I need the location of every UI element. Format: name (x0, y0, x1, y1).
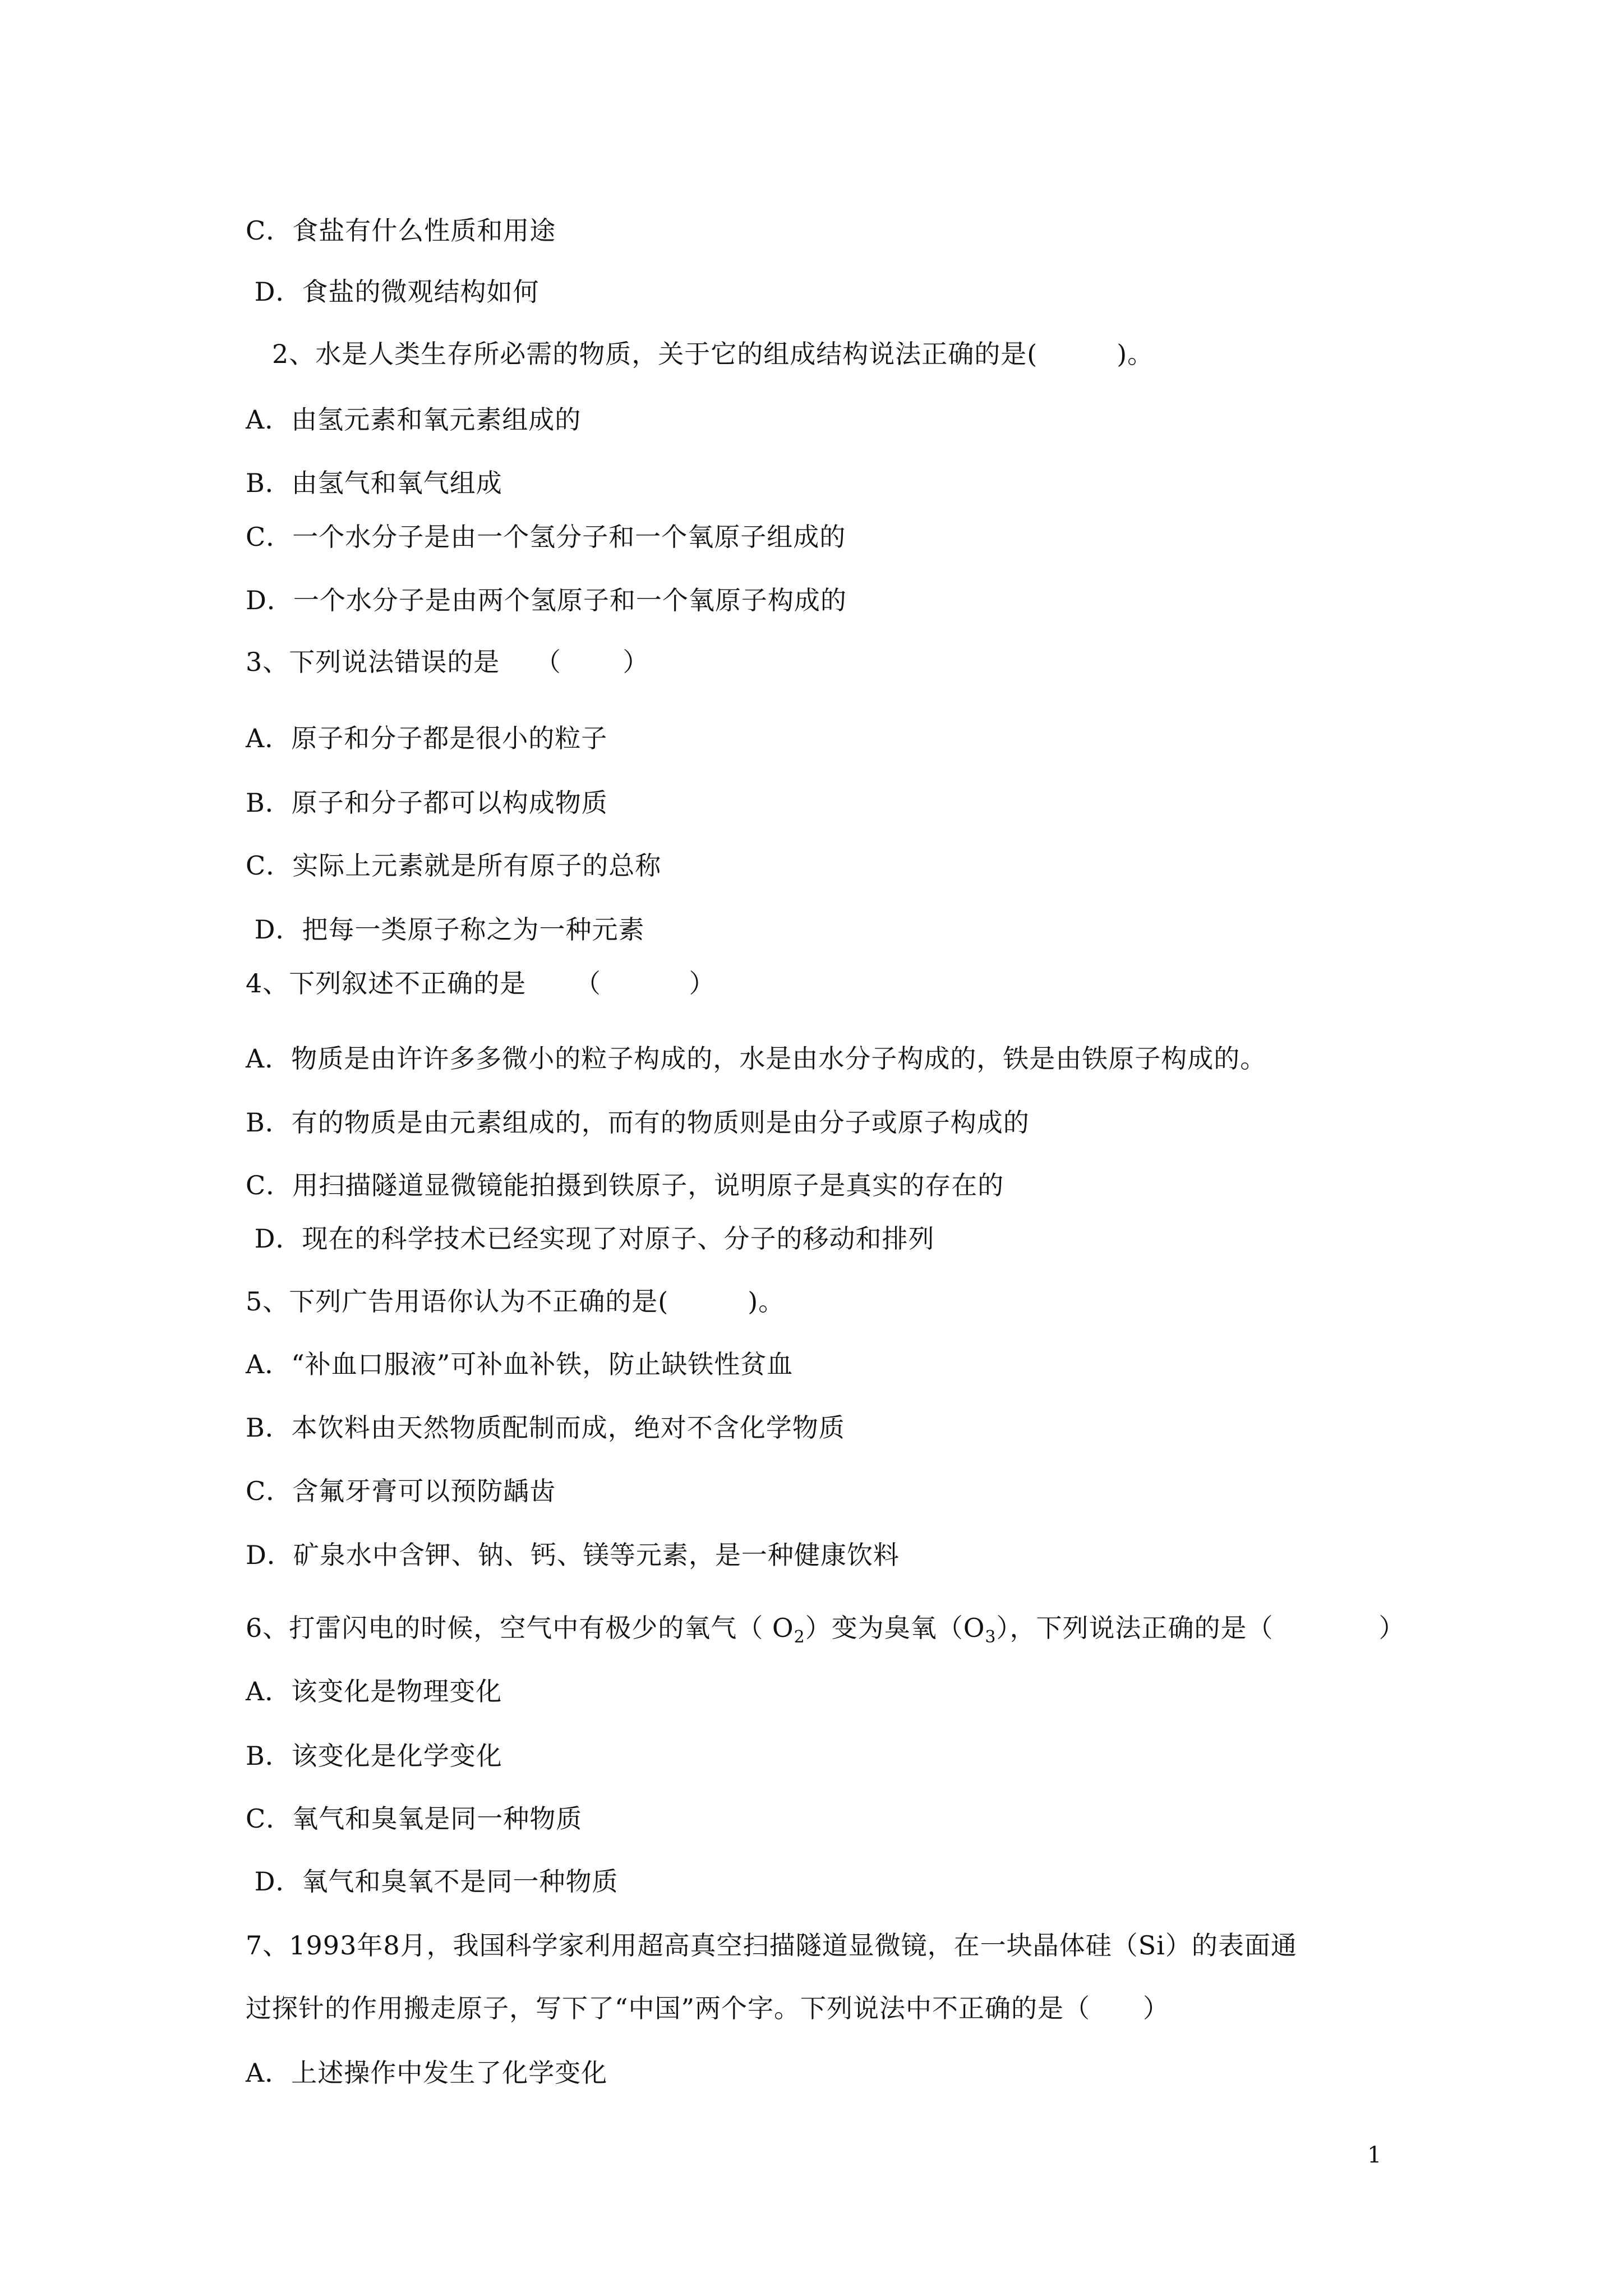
q2-option-d: D．一个水分子是由两个氢原子和一个氧原子构成的 (246, 585, 847, 615)
q1-option-d: D．食盐的微观结构如何 (246, 277, 540, 307)
q6-option-d: D．氧气和臭氧不是同一种物质 (246, 1866, 619, 1897)
q4-option-d: D．现在的科学技术已经实现了对原子、分子的移动和排列 (246, 1223, 935, 1254)
page-number: 1 (1367, 2142, 1382, 2168)
q3-option-b: B．原子和分子都可以构成物质 (246, 788, 608, 818)
q7-stem-line-2: 过探针的作用搬走原子，写下了“中国”两个字。下列说法中不正确的是（ ） (246, 1993, 1170, 2023)
q5-stem: 5、下列广告用语你认为不正确的是( )。 (246, 1286, 785, 1317)
q3-option-a: A．原子和分子都是很小的粒子 (246, 723, 608, 753)
q7-stem-line-1: 7、1993年8月，我国科学家利用超高真空扫描隧道显微镜，在一块晶体硅（Si）的表面通 (246, 1930, 1297, 1961)
q4-option-c: C．用扫描隧道显微镜能拍摄到铁原子，说明原子是真实的存在的 (246, 1170, 1004, 1200)
q4-stem: 4、下列叙述不正确的是 （ ） (246, 968, 716, 999)
q6-option-a: A．该变化是物理变化 (246, 1676, 502, 1706)
q6-option-b: B．该变化是化学变化 (246, 1741, 502, 1771)
q2-stem: 2、水是人类生存所必需的物质，关于它的组成结构说法正确的是( )。 (246, 339, 1154, 369)
q5-option-c: C．含氟牙膏可以预防龋齿 (246, 1476, 556, 1506)
q3-option-d: D．把每一类原子称之为一种元素 (246, 914, 645, 945)
q5-option-d: D．矿泉水中含钾、钠、钙、镁等元素，是一种健康饮料 (246, 1540, 900, 1570)
q3-option-c: C．实际上元素就是所有原子的总称 (246, 850, 662, 881)
q4-option-a: A．物质是由许许多多微小的粒子构成的，水是由水分子构成的，铁是由铁原子构成的。 (246, 1043, 1267, 1074)
q5-option-a: A．“补血口服液”可补血补铁，防止缺铁性贫血 (246, 1349, 794, 1379)
q2-option-c: C．一个水分子是由一个氢分子和一个氧原子组成的 (246, 522, 846, 552)
q2-option-a: A．由氢元素和氧元素组成的 (246, 404, 582, 435)
q1-option-c: C．食盐有什么性质和用途 (246, 215, 556, 246)
q6-stem (246, 1612, 1405, 1653)
q6-subscript-3: 3 (985, 1627, 997, 1648)
q2-option-b: B．由氢气和氧气组成 (246, 468, 502, 498)
q3-stem: 3、下列说法错误的是 （ ） (246, 647, 649, 677)
q6-stem-part-1: 6、打雷闪电的时候，空气中有极少的氧气（ O (246, 1613, 794, 1643)
q5-option-b: B．本饮料由天然物质配制而成，绝对不含化学物质 (246, 1412, 845, 1443)
q4-option-b: B．有的物质是由元素组成的，而有的物质则是由分子或原子构成的 (246, 1107, 1030, 1138)
q7-option-a: A．上述操作中发生了化学变化 (246, 2058, 608, 2088)
q6-option-c: C．氧气和臭氧是同一种物质 (246, 1803, 583, 1834)
q6-stem-part-3: ），下列说法正确的是（ ） (996, 1613, 1405, 1643)
q6-stem-part-2: ）变为臭氧（O (805, 1613, 985, 1643)
q6-subscript-2: 2 (794, 1627, 805, 1648)
